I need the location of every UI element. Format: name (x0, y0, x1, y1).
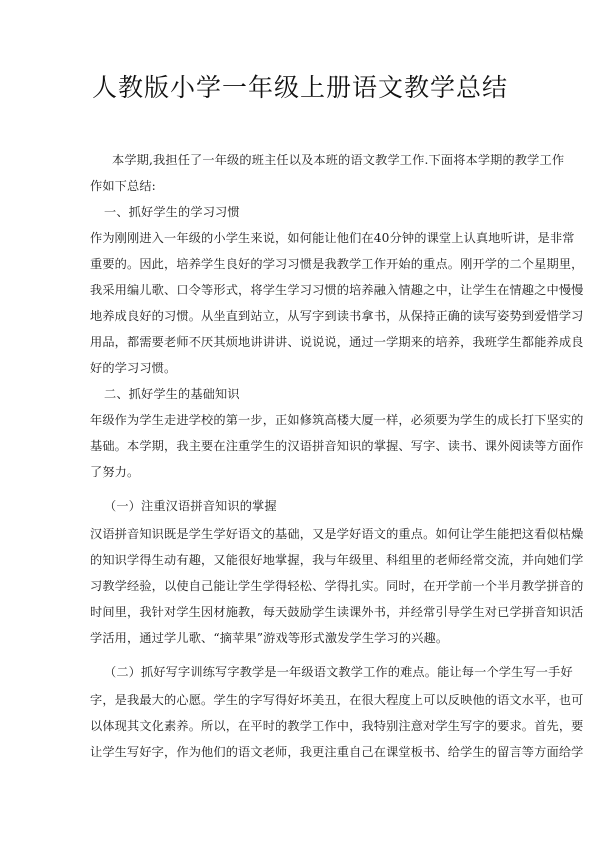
section-heading: 二、抓好学生的基础知识 (104, 387, 240, 401)
paragraph-line: 作为刚刚进入一年级的小学生来说，如何能让他们在40分钟的课堂上认真地听讲，是非常 (90, 231, 575, 245)
paragraph-line: 字，是我最大的心愿。学生的字写得好坏美丑，在很大程度上可以反映他的语文水平，也可 (90, 693, 584, 707)
paragraph-line: 我采用编儿歌、口令等形式，将学生学习习惯的培养融入情趣之中，让学生在情趣之中慢慢 (90, 283, 584, 297)
paragraph-line: 让学生写好字，作为他们的语文老师，我更注重自己在课堂板书、给学生的留言等方面给学 (90, 745, 584, 759)
paragraph-line: 了努力。 (90, 465, 140, 479)
paragraph-line: 本学期,我担任了一年级的班主任以及本班的语文教学工作.下面将本学期的教学工作 (112, 153, 565, 167)
paragraph-line: 重要的。因此，培养学生良好的学习习惯是我教学工作开始的重点。刚开学的二个星期里， (90, 257, 584, 271)
paragraph-line: 年级作为学生走进学校的第一步，正如修筑高楼大厦一样，必须要为学生的成长打下坚实的 (90, 413, 584, 427)
paragraph-line: 地养成良好的习惯。从坐直到站立，从写字到读书拿书，从保持正确的读写姿势到爱惜学习 (90, 309, 584, 323)
document-title: 人教版小学一年级上册语文教学总结 (91, 73, 508, 102)
paragraph-line: 时间里，我针对学生因材施教，每天鼓励学生读课外书，并经常引导学生对已学拼音知识活 (90, 605, 584, 619)
paragraph-line: 习教学经验，以使自己能让学生学得轻松、学得扎实。同时，在开学前一个半月教学拼音的 (90, 579, 584, 593)
paragraph-line: 作如下总结: (90, 179, 156, 193)
subsection-heading: （一）注重汉语拼音知识的掌握 (104, 499, 277, 513)
paragraph-line: 以体现其文化素养。所以，在平时的教学工作中，我特别注意对学生写字的要求。首先，要 (90, 719, 584, 733)
paragraph-line: 学活用，通过学儿歌、“摘苹果”游戏等形式激发学生学习的兴趣。 (90, 631, 449, 645)
section-heading: 一、抓好学生的学习习惯 (104, 205, 240, 219)
paragraph-line: 好的学习习惯。 (90, 361, 177, 375)
paragraph-line: 用品，都需要老师不厌其烦地讲讲讲、说说说，通过一学期来的培养，我班学生都能养成良 (90, 335, 584, 349)
subsection-heading: （二）抓好写字训练写字教学是一年级语文教学工作的难点。能让每一个学生写一手好 (104, 665, 573, 679)
paragraph-line: 汉语拼音知识既是学生学好语文的基础，又是学好语文的重点。如何让学生能把这看似枯燥 (90, 527, 584, 541)
paragraph-line: 的知识学得生动有趣，又能很好地掌握，我与年级里、科组里的老师经常交流，并向她们学 (90, 553, 584, 567)
paragraph-line: 基础。本学期，我主要在注重学生的汉语拼音知识的掌握、写字、读书、课外阅读等方面作 (90, 439, 584, 453)
